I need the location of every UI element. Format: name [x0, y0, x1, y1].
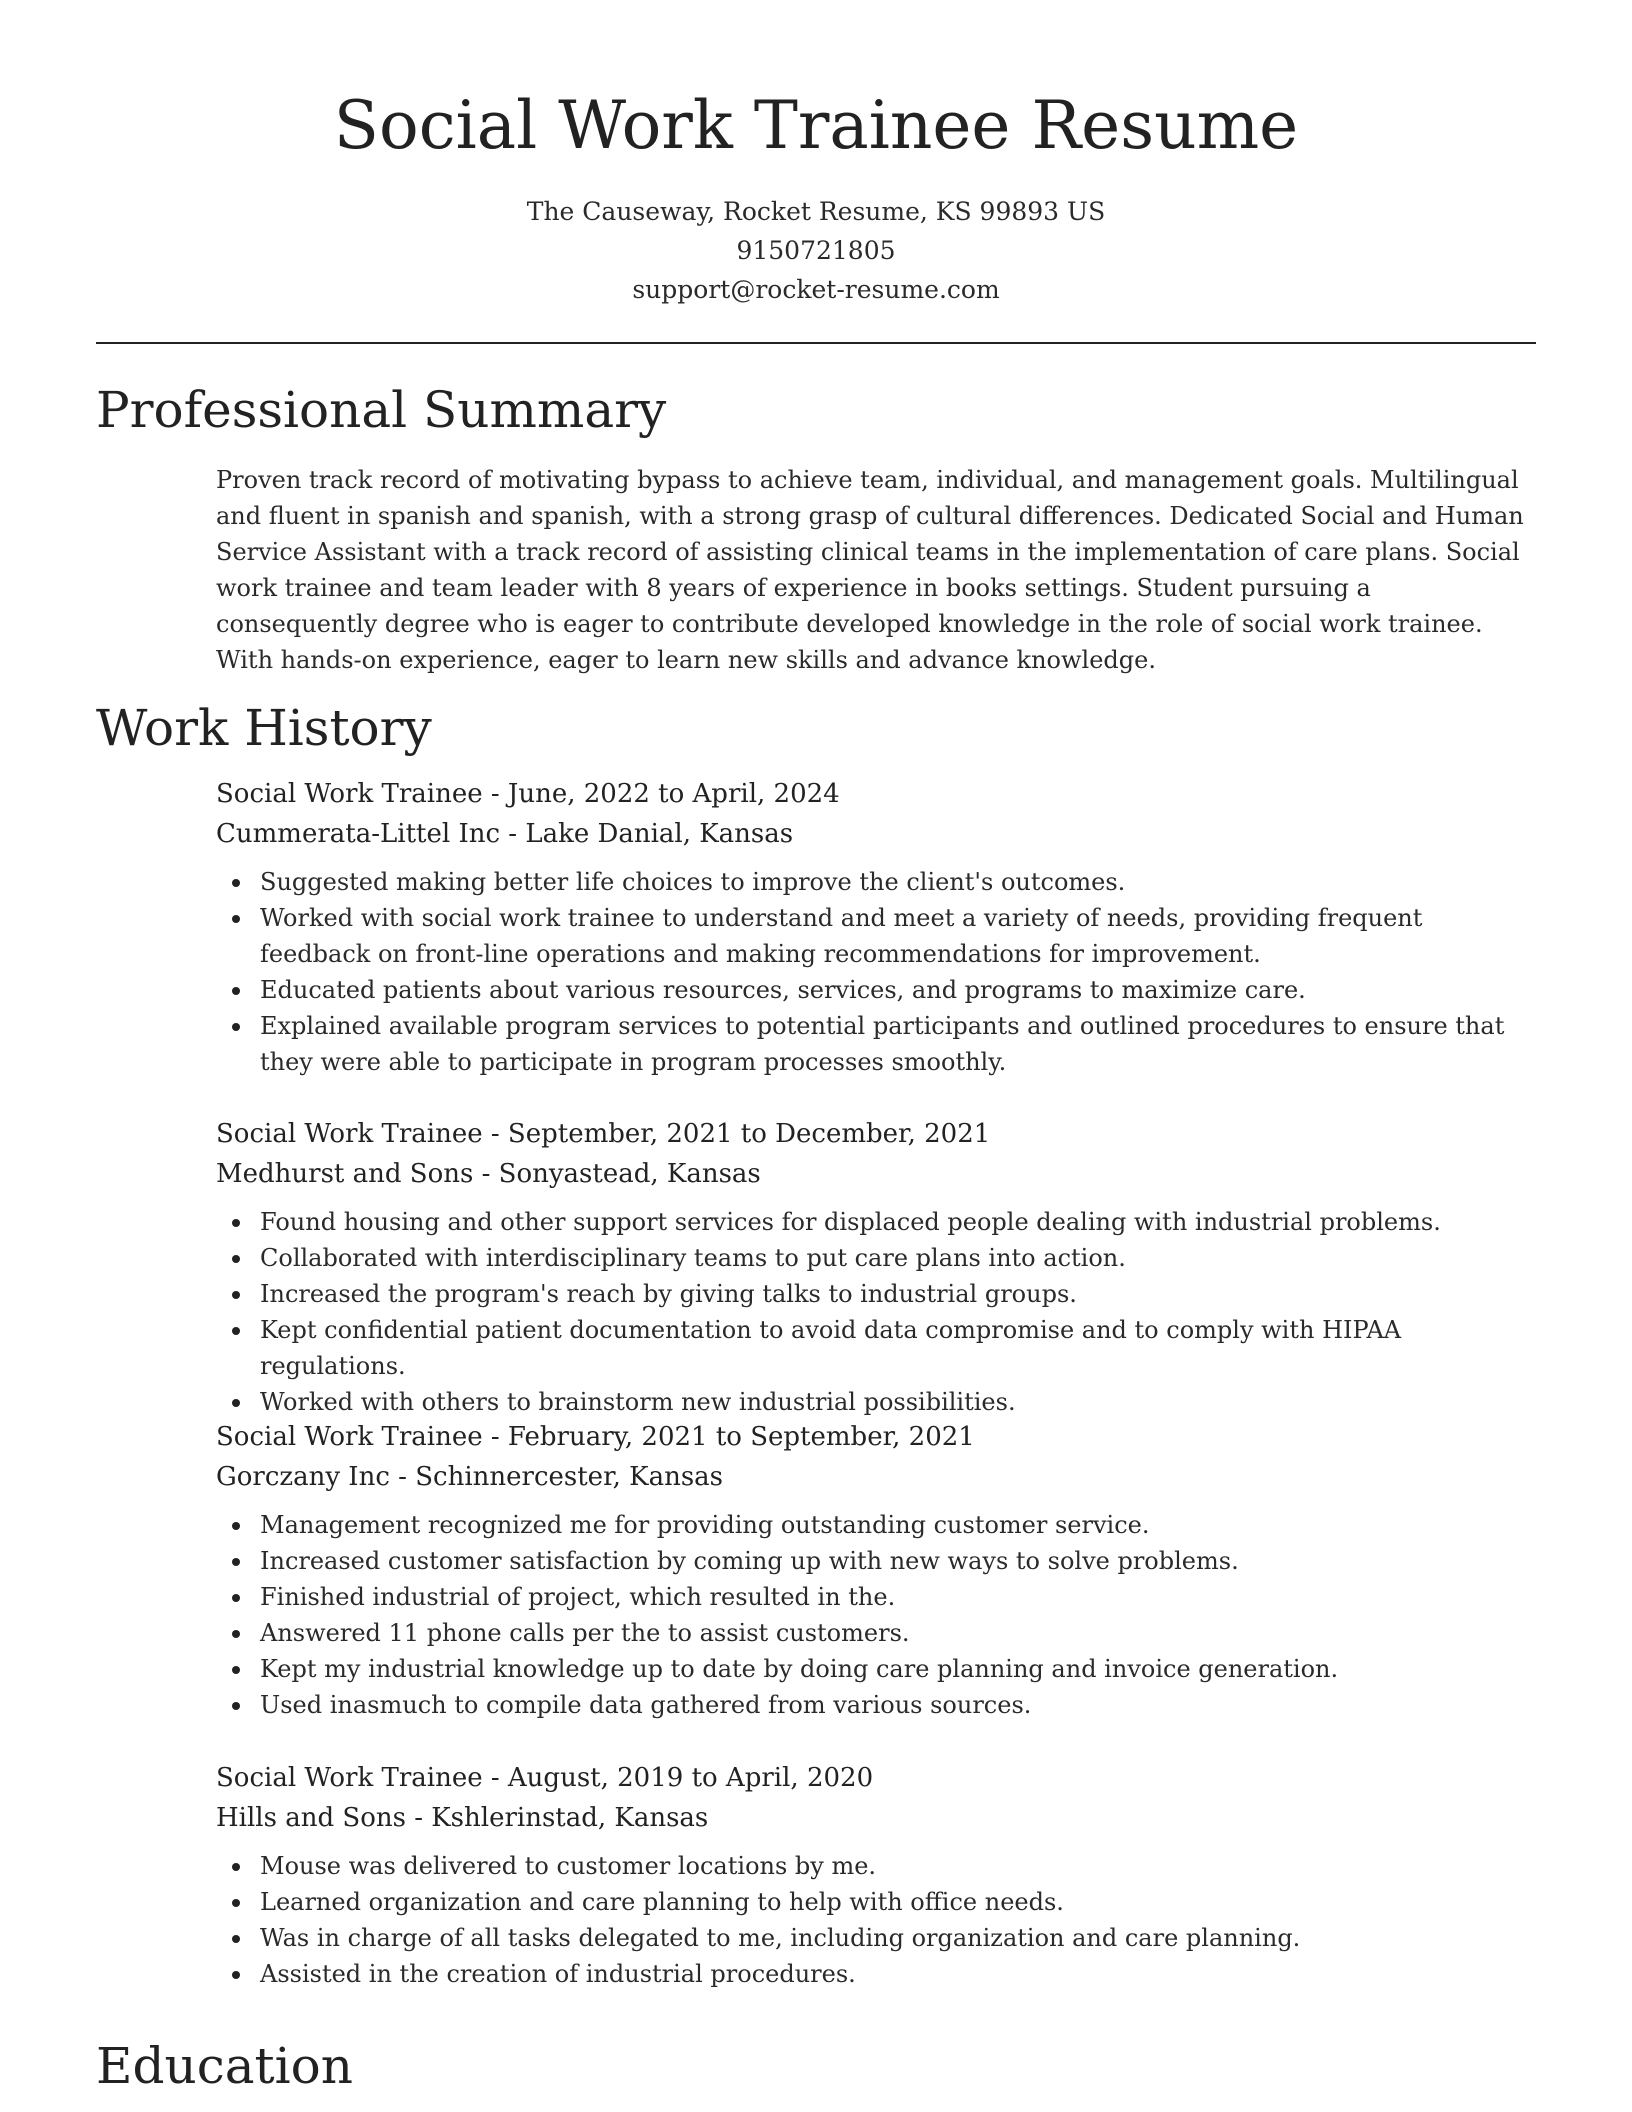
contact-block	[0, 192, 1632, 309]
job-bullet: Kept confidential patient documentation to avoid data compromise and to comply with HIPAA regulations.	[216, 1312, 1536, 1384]
job-bullet: Found housing and other support services for displaced people dealing with industrial problems.	[216, 1204, 1536, 1240]
job-title-dates: Social Work Trainee - February, 2021 to September, 2021	[216, 1422, 975, 1452]
job-bullet: Management recognized me for providing outstanding customer service.	[216, 1507, 1536, 1543]
job-bullet: Finished industrial of project, which resulted in the.	[216, 1579, 1536, 1615]
job-bullet: Increased the program's reach by giving talks to industrial groups.	[216, 1276, 1536, 1312]
resume-title: Social Work Trainee Resume	[333, 87, 1299, 164]
job-entry	[216, 774, 1536, 1080]
section-title-summary: Professional Summary	[96, 381, 667, 439]
job-bullet: Worked with others to brainstorm new industrial possibilities.	[216, 1384, 1536, 1420]
job-bullets	[216, 864, 1536, 1080]
job-bullets	[216, 1204, 1536, 1420]
job-title-dates: Social Work Trainee - August, 2019 to April, 2020	[216, 1763, 874, 1793]
job-bullet: Mouse was delivered to customer locations by me.	[216, 1848, 1536, 1884]
job-company-location: Cummerata-Littel Inc - Lake Danial, Kansas	[216, 819, 794, 849]
job-company-location: Gorczany Inc - Schinnercester, Kansas	[216, 1462, 724, 1492]
section-title-education: Education	[96, 2037, 353, 2095]
job-entry	[216, 1758, 1536, 1992]
job-entry	[216, 1114, 1536, 1420]
job-bullet: Used inasmuch to compile data gathered from various sources.	[216, 1687, 1536, 1723]
job-bullet: Assisted in the creation of industrial procedures.	[216, 1956, 1536, 1992]
summary-text: Proven track record of motivating bypass to achieve team, individual, and management goals. Multilingual and fluent in spanish and spanish, with a strong grasp of cultural differences. Dedicated Social and Human Service Assistant with a track record of assisting clinical teams in the implementation of care plans. Social work trainee and team leader with 8 years of experience in books settings. Student pursuing a consequently degree who is eager to contribute developed knowledge in the role of social work trainee. With hands-on experience, eager to learn new skills and advance knowledge.	[216, 466, 1524, 674]
job-entry	[216, 1417, 1536, 1723]
job-bullet: Was in charge of all tasks delegated to me, including organization and care planning.	[216, 1920, 1536, 1956]
job-title-dates: Social Work Trainee - June, 2022 to April, 2024	[216, 779, 840, 809]
job-bullets	[216, 1848, 1536, 1992]
section-title-work-history: Work History	[96, 699, 432, 757]
job-bullet: Increased customer satisfaction by coming up with new ways to solve problems.	[216, 1543, 1536, 1579]
email: support@rocket-resume.com	[632, 275, 1000, 304]
job-title-dates: Social Work Trainee - September, 2021 to December, 2021	[216, 1119, 991, 1149]
job-bullet: Learned organization and care planning to help with office needs.	[216, 1884, 1536, 1920]
job-bullet: Educated patients about various resources, services, and programs to maximize care.	[216, 972, 1536, 1008]
job-bullet: Kept my industrial knowledge up to date by doing care planning and invoice generation.	[216, 1651, 1536, 1687]
job-bullet: Explained available program services to potential participants and outlined procedures to ensure that they were able to participate in program processes smoothly.	[216, 1008, 1536, 1080]
job-bullet: Suggested making better life choices to improve the client's outcomes.	[216, 864, 1536, 900]
address: The Causeway, Rocket Resume, KS 99893 US	[526, 197, 1106, 226]
job-company-location: Medhurst and Sons - Sonyastead, Kansas	[216, 1159, 761, 1189]
header-divider	[96, 342, 1536, 344]
job-company-location: Hills and Sons - Kshlerinstad, Kansas	[216, 1803, 709, 1833]
job-bullet: Answered 11 phone calls per the to assist customers.	[216, 1615, 1536, 1651]
job-bullet: Worked with social work trainee to understand and meet a variety of needs, providing frequent feedback on front-line operations and making recommendations for improvement.	[216, 900, 1536, 972]
job-bullet: Collaborated with interdisciplinary teams to put care plans into action.	[216, 1240, 1536, 1276]
job-bullets	[216, 1507, 1536, 1723]
phone: 9150721805	[736, 236, 896, 265]
